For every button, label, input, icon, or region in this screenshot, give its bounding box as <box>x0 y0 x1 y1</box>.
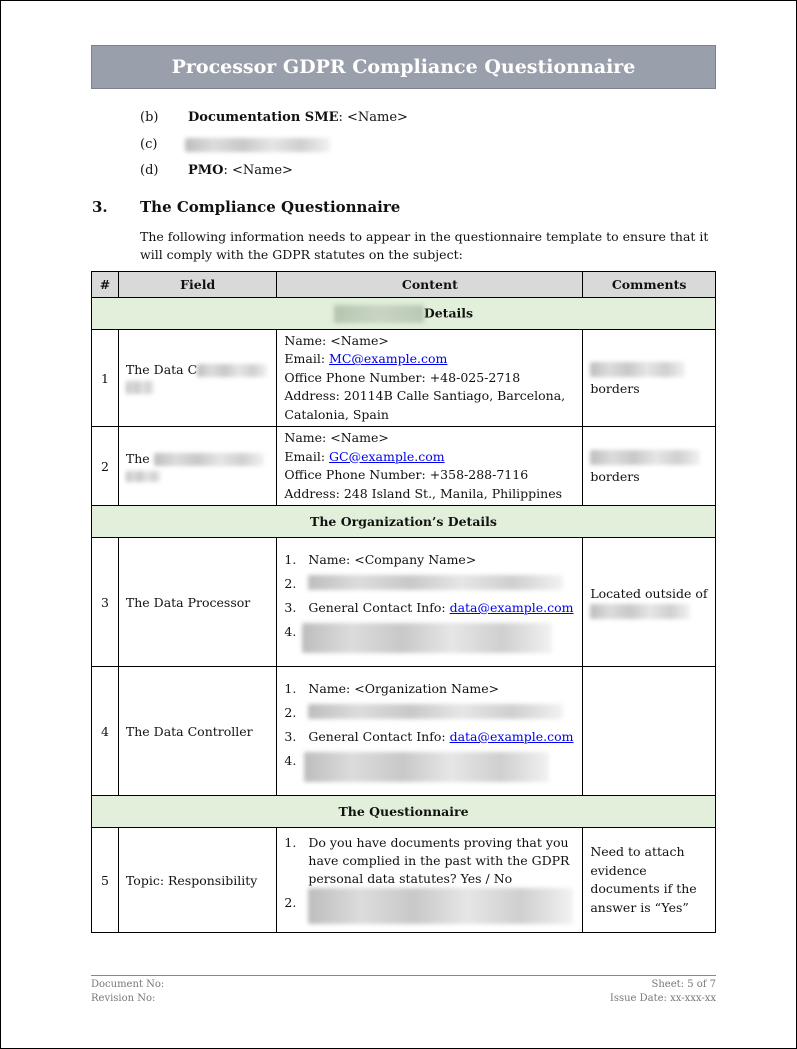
item-text: Do you have documents proving that you have complied in the past with the GDPR personal data statutes? Yes / No <box>308 835 570 886</box>
list-item <box>284 623 575 653</box>
contact-address: Address: 248 Island St., Manila, Philippines <box>284 485 563 501</box>
table-row <box>92 538 716 667</box>
list-item <box>284 834 575 888</box>
document-title: Processor GDPR Compliance Questionnaire <box>171 56 636 78</box>
role-name: Documentation SME <box>188 110 339 125</box>
redacted-text <box>126 381 154 394</box>
item-number: 1. <box>284 552 297 567</box>
compliance-table <box>91 271 716 933</box>
row-field: Topic: Responsibility <box>118 828 276 933</box>
item-text: General Contact Info: <box>308 600 450 615</box>
redacted-text <box>590 604 690 619</box>
group-title: The Organization’s Details <box>92 506 716 538</box>
list-item <box>284 551 575 569</box>
item-text: Name: <Organization Name> <box>308 681 500 696</box>
redacted-text <box>334 305 424 323</box>
redacted-text <box>590 450 700 465</box>
row-number: 2 <box>92 427 119 506</box>
table-row <box>92 427 716 506</box>
redacted-text <box>308 575 563 590</box>
role-label: (c) <box>140 137 158 152</box>
item-text: General Contact Info: <box>308 729 450 744</box>
redacted-text <box>308 888 573 924</box>
item-number: 1. <box>284 835 297 850</box>
document-number: Document No: <box>91 979 165 990</box>
row-number: 5 <box>92 828 119 933</box>
table-row <box>92 330 716 427</box>
list-item <box>284 680 575 698</box>
document-title-banner <box>91 45 716 89</box>
revision-number: Revision No: <box>91 993 156 1004</box>
item-number: 3. <box>284 600 297 615</box>
row-comment: Need to attach evidence documents if the answer is “Yes” <box>583 828 716 933</box>
row-comment <box>583 330 716 427</box>
email-link[interactable]: data@example.com <box>449 600 574 615</box>
row-content <box>277 828 583 933</box>
role-value: : <Name> <box>223 163 293 178</box>
page-footer <box>91 975 716 1006</box>
list-item <box>284 599 575 617</box>
role-value: : <Name> <box>338 110 408 125</box>
item-list <box>284 551 575 653</box>
field-text: The <box>125 450 150 466</box>
item-number: 2. <box>284 895 297 910</box>
redacted-text <box>304 752 549 782</box>
role-label: (b) <box>140 110 159 125</box>
role-name: PMO <box>188 163 224 178</box>
row-content <box>277 330 583 427</box>
table-header-row <box>92 272 716 298</box>
email-link[interactable]: data@example.com <box>449 729 574 744</box>
redacted-text <box>308 704 563 719</box>
role-label: (d) <box>140 163 159 178</box>
section-intro: The following information needs to appear in the questionnaire template to ensure that it will comply with the GDPR statutes on the subject: <box>140 229 709 262</box>
redacted-text <box>302 623 552 653</box>
item-list <box>284 680 575 782</box>
table-row <box>92 667 716 796</box>
comment-text: borders <box>590 380 640 396</box>
item-number: 3. <box>284 729 297 744</box>
row-content <box>277 538 583 667</box>
header-field: Field <box>118 272 276 298</box>
item-number: 2. <box>284 705 297 720</box>
list-item <box>284 752 575 782</box>
comment-text: borders <box>590 468 640 484</box>
row-number: 1 <box>92 330 119 427</box>
row-comment <box>583 538 716 667</box>
header-number: # <box>92 272 119 298</box>
contact-phone: Office Phone Number: +358-288-7116 <box>284 467 529 482</box>
row-number: 4 <box>92 667 119 796</box>
email-label: Email: <box>284 448 330 464</box>
section-title: The Compliance Questionnaire <box>140 198 401 216</box>
item-number: 4. <box>284 624 297 639</box>
contact-address: Address: 20114B Calle Santiago, Barcelona, Catalonia, Spain <box>284 388 566 422</box>
section-number: 3. <box>92 198 108 216</box>
field-text: The Data C <box>125 362 198 377</box>
table-row <box>92 828 716 933</box>
contact-phone: Office Phone Number: +48-025-2718 <box>284 369 521 385</box>
redacted-text <box>185 138 330 152</box>
item-number: 2. <box>284 576 297 591</box>
list-item <box>284 575 575 593</box>
row-field <box>118 330 276 427</box>
contact-name: Name: <Name> <box>284 332 389 348</box>
email-link[interactable]: MC@example.com <box>329 351 448 367</box>
row-field: The Data Controller <box>118 667 276 796</box>
list-item <box>284 704 575 722</box>
comment-text: Located outside of <box>590 585 708 601</box>
contact-email-line <box>284 350 575 369</box>
row-content <box>277 667 583 796</box>
group-title: Details <box>423 305 474 320</box>
row-comment <box>583 427 716 506</box>
row-number: 3 <box>92 538 119 667</box>
redacted-text <box>154 453 264 466</box>
group-row <box>92 298 716 330</box>
group-title: The Questionnaire <box>92 796 716 828</box>
list-item <box>284 894 575 924</box>
issue-date: Issue Date: xx-xxx-xx <box>609 993 716 1004</box>
email-link[interactable]: GC@example.com <box>329 448 445 464</box>
sheet-number: Sheet: 5 of 7 <box>651 979 716 990</box>
item-list <box>284 834 575 924</box>
list-item <box>284 728 575 746</box>
row-comment <box>583 667 716 796</box>
header-content: Content <box>277 272 583 298</box>
contact-email-line <box>284 448 575 467</box>
redacted-text <box>197 364 267 377</box>
row-field <box>118 427 276 506</box>
item-number: 1. <box>284 681 297 696</box>
group-row <box>92 506 716 538</box>
row-content <box>277 427 583 506</box>
item-number: 4. <box>284 753 297 768</box>
email-label: Email: <box>284 351 330 367</box>
header-comments: Comments <box>583 272 716 298</box>
group-row <box>92 796 716 828</box>
redacted-text <box>126 471 161 482</box>
contact-name: Name: <Name> <box>284 430 389 445</box>
item-text: Name: <Company Name> <box>308 552 477 567</box>
row-field: The Data Processor <box>118 538 276 667</box>
redacted-text <box>590 362 685 377</box>
